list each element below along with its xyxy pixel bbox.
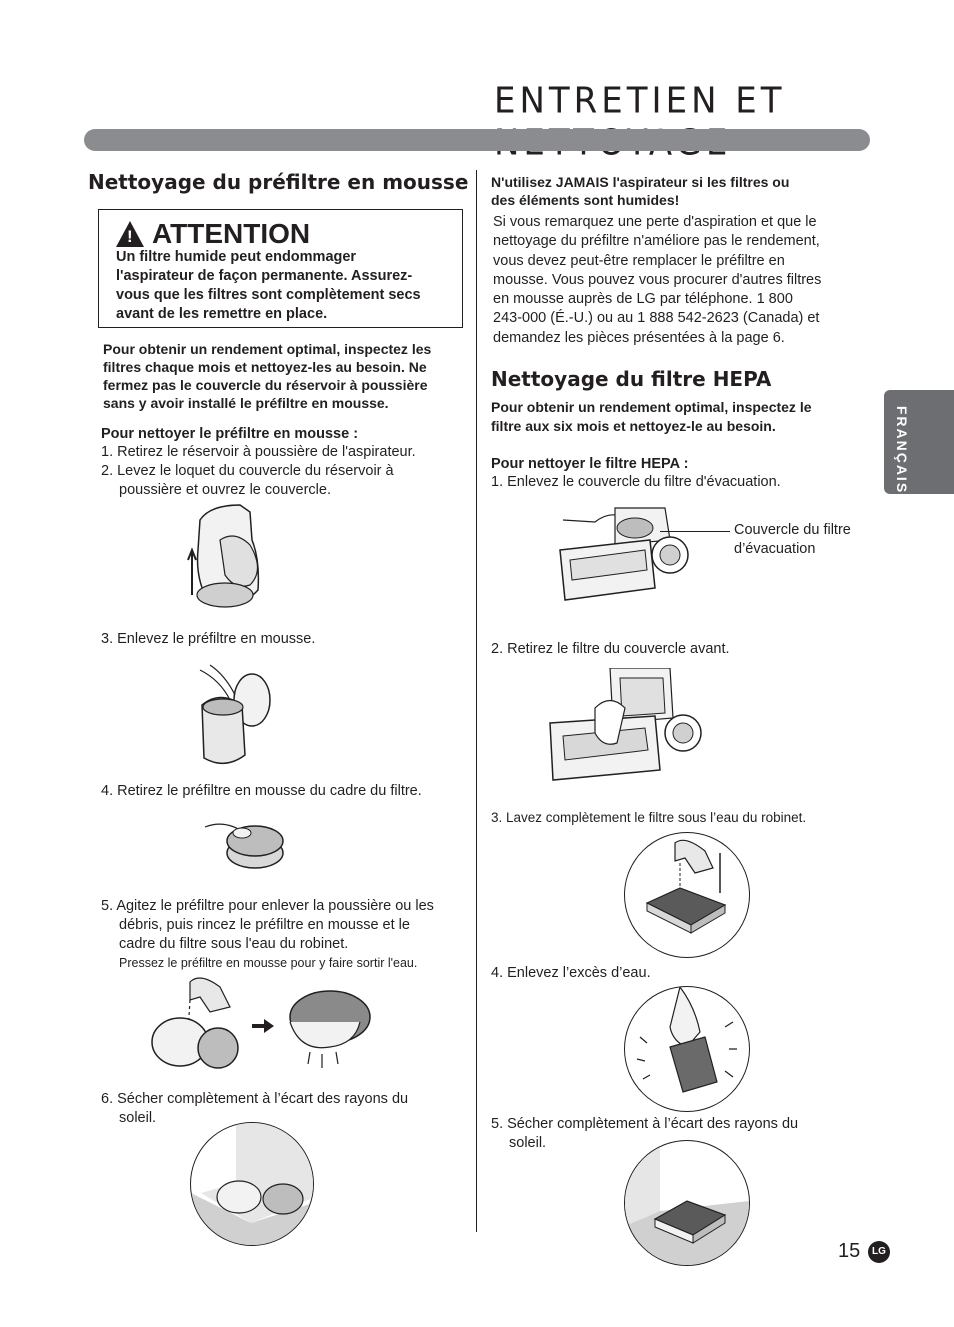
intro-line: filtres chaque mois et nettoyez-les au besoin. Ne (103, 359, 427, 375)
page-number: 15 (838, 1240, 861, 1262)
section-heading-prefilter: Nettoyage du préfiltre en mousse (88, 170, 469, 194)
intro-line: Pour obtenir un rendement optimal, inspectez le (491, 399, 812, 415)
remove-hepa-filter-illustration (545, 668, 705, 788)
attention-line: avant de les remettre en place. (116, 306, 328, 322)
intro-line: filtre aux six mois et nettoyez-le au besoin. (491, 417, 776, 434)
language-tab-label: FRANÇAIS (894, 405, 910, 495)
remove-prefilter-illustration (190, 660, 280, 775)
rinse-squeeze-illustration (140, 972, 380, 1082)
intro-line: fermez pas le couvercle du réservoir à poussière (103, 377, 428, 393)
hepa-step-2: 2. Retirez le filtre du couvercle avant. (491, 641, 730, 657)
hepa-step-1: 1. Enlevez le couvercle du filtre d'évacuation. (491, 474, 781, 490)
hepa-step-5-cont: soleil. (509, 1135, 547, 1151)
prefilter-step-4: 4. Retirez le préfiltre en mousse du cadre du filtre. (101, 783, 422, 799)
hepa-step-5: 5. Sécher complètement à l’écart des rayons du (491, 1116, 799, 1132)
paragraph-line: 243-000 (É.-U.) ou au 1 888 542-2623 (Canada) et (493, 310, 820, 327)
section-heading-hepa: Nettoyage du filtre HEPA (491, 367, 772, 391)
prefilter-step-2-cont: poussière et ouvrez le couvercle. (119, 482, 331, 498)
paragraph-line: nettoyage du préfiltre n'améliore pas le rendement, (493, 233, 820, 250)
hepa-subheading: Pour nettoyer le filtre HEPA : (491, 456, 689, 472)
attention-text (116, 248, 421, 324)
column-divider (476, 170, 477, 1232)
attention-title (116, 218, 310, 250)
prefilter-step-3: 3. Enlevez le préfiltre en mousse. (101, 631, 316, 647)
warning-icon (116, 221, 144, 247)
attention-line: l'aspirateur de façon permanente. Assurez- (116, 268, 413, 284)
prefilter-step-5-note: Pressez le préfiltre en mousse pour y faire sortir l'eau. (119, 956, 418, 970)
exhaust-cover-illustration (555, 500, 695, 605)
intro-line: Pour obtenir un rendement optimal, inspectez les (103, 341, 432, 357)
attention-title-text: ATTENTION (152, 218, 311, 249)
hepa-step-4: 4. Enlevez l’excès d’eau. (491, 965, 651, 981)
attention-line: Un filtre humide peut endommager (116, 249, 357, 265)
prefilter-step-2: 2. Levez le loquet du couvercle du réservoir à (101, 463, 394, 479)
header-bar (84, 129, 870, 151)
shake-water-illustration (624, 986, 750, 1112)
intro-line: sans y avoir installé le préfiltre en mousse. (103, 395, 389, 411)
lg-logo-icon: LG (868, 1241, 890, 1263)
wash-hepa-illustration (624, 832, 750, 958)
paragraph-line: demandez les pièces présentées à la page 6. (493, 329, 785, 346)
prefilter-step-1: 1. Retirez le réservoir à poussière de l'aspirateur. (101, 444, 416, 460)
hepa-intro (491, 398, 812, 435)
dry-hepa-illustration (624, 1140, 750, 1266)
prefilter-step-6: 6. Sécher complètement à l’écart des rayons du (101, 1091, 409, 1107)
callout-label-cont: d’évacuation (734, 541, 816, 557)
prefilter-step-5-cont: cadre du filtre sous l'eau du robinet. (119, 936, 349, 952)
paragraph-line: Si vous remarquez une perte d'aspiration et que le (493, 214, 817, 230)
foam-filter-frame-illustration (200, 815, 310, 875)
attention-line: vous que les filtres sont complètement secs (116, 287, 421, 303)
prefilter-subheading: Pour nettoyer le préfiltre en mousse : (101, 426, 359, 442)
hepa-step-3: 3. Lavez complètement le filtre sous l’eau du robinet. (491, 810, 807, 825)
callout-label: Couvercle du filtre (734, 522, 851, 538)
warning-line: N'utilisez JAMAIS l'aspirateur si les filtres ou (491, 174, 790, 190)
callout-leader (660, 531, 730, 532)
dustbin-open-illustration (180, 500, 280, 622)
paragraph-line: en mousse auprès de LG par téléphone. 1 800 (493, 291, 793, 308)
wet-filter-warning (491, 173, 789, 209)
prefilter-intro (103, 340, 431, 412)
dry-prefilter-illustration (190, 1122, 314, 1246)
page-title: ENTRETIEN ET (494, 80, 786, 122)
prefilter-step-5: 5. Agitez le préfiltre pour enlever la poussière ou les (101, 898, 434, 914)
paragraph-line: mousse. Vous pouvez vous procurer d'autres filtres (493, 271, 822, 288)
replacement-paragraph (493, 213, 821, 348)
language-tab (884, 390, 954, 494)
paragraph-line: vous devez peut-être remplacer le préfiltre en (493, 252, 785, 269)
warning-line: des éléments sont humides! (491, 192, 680, 208)
prefilter-step-5-cont: débris, puis rincez le préfiltre en mousse et le (119, 917, 410, 933)
prefilter-step-6-cont: soleil. (119, 1110, 157, 1126)
